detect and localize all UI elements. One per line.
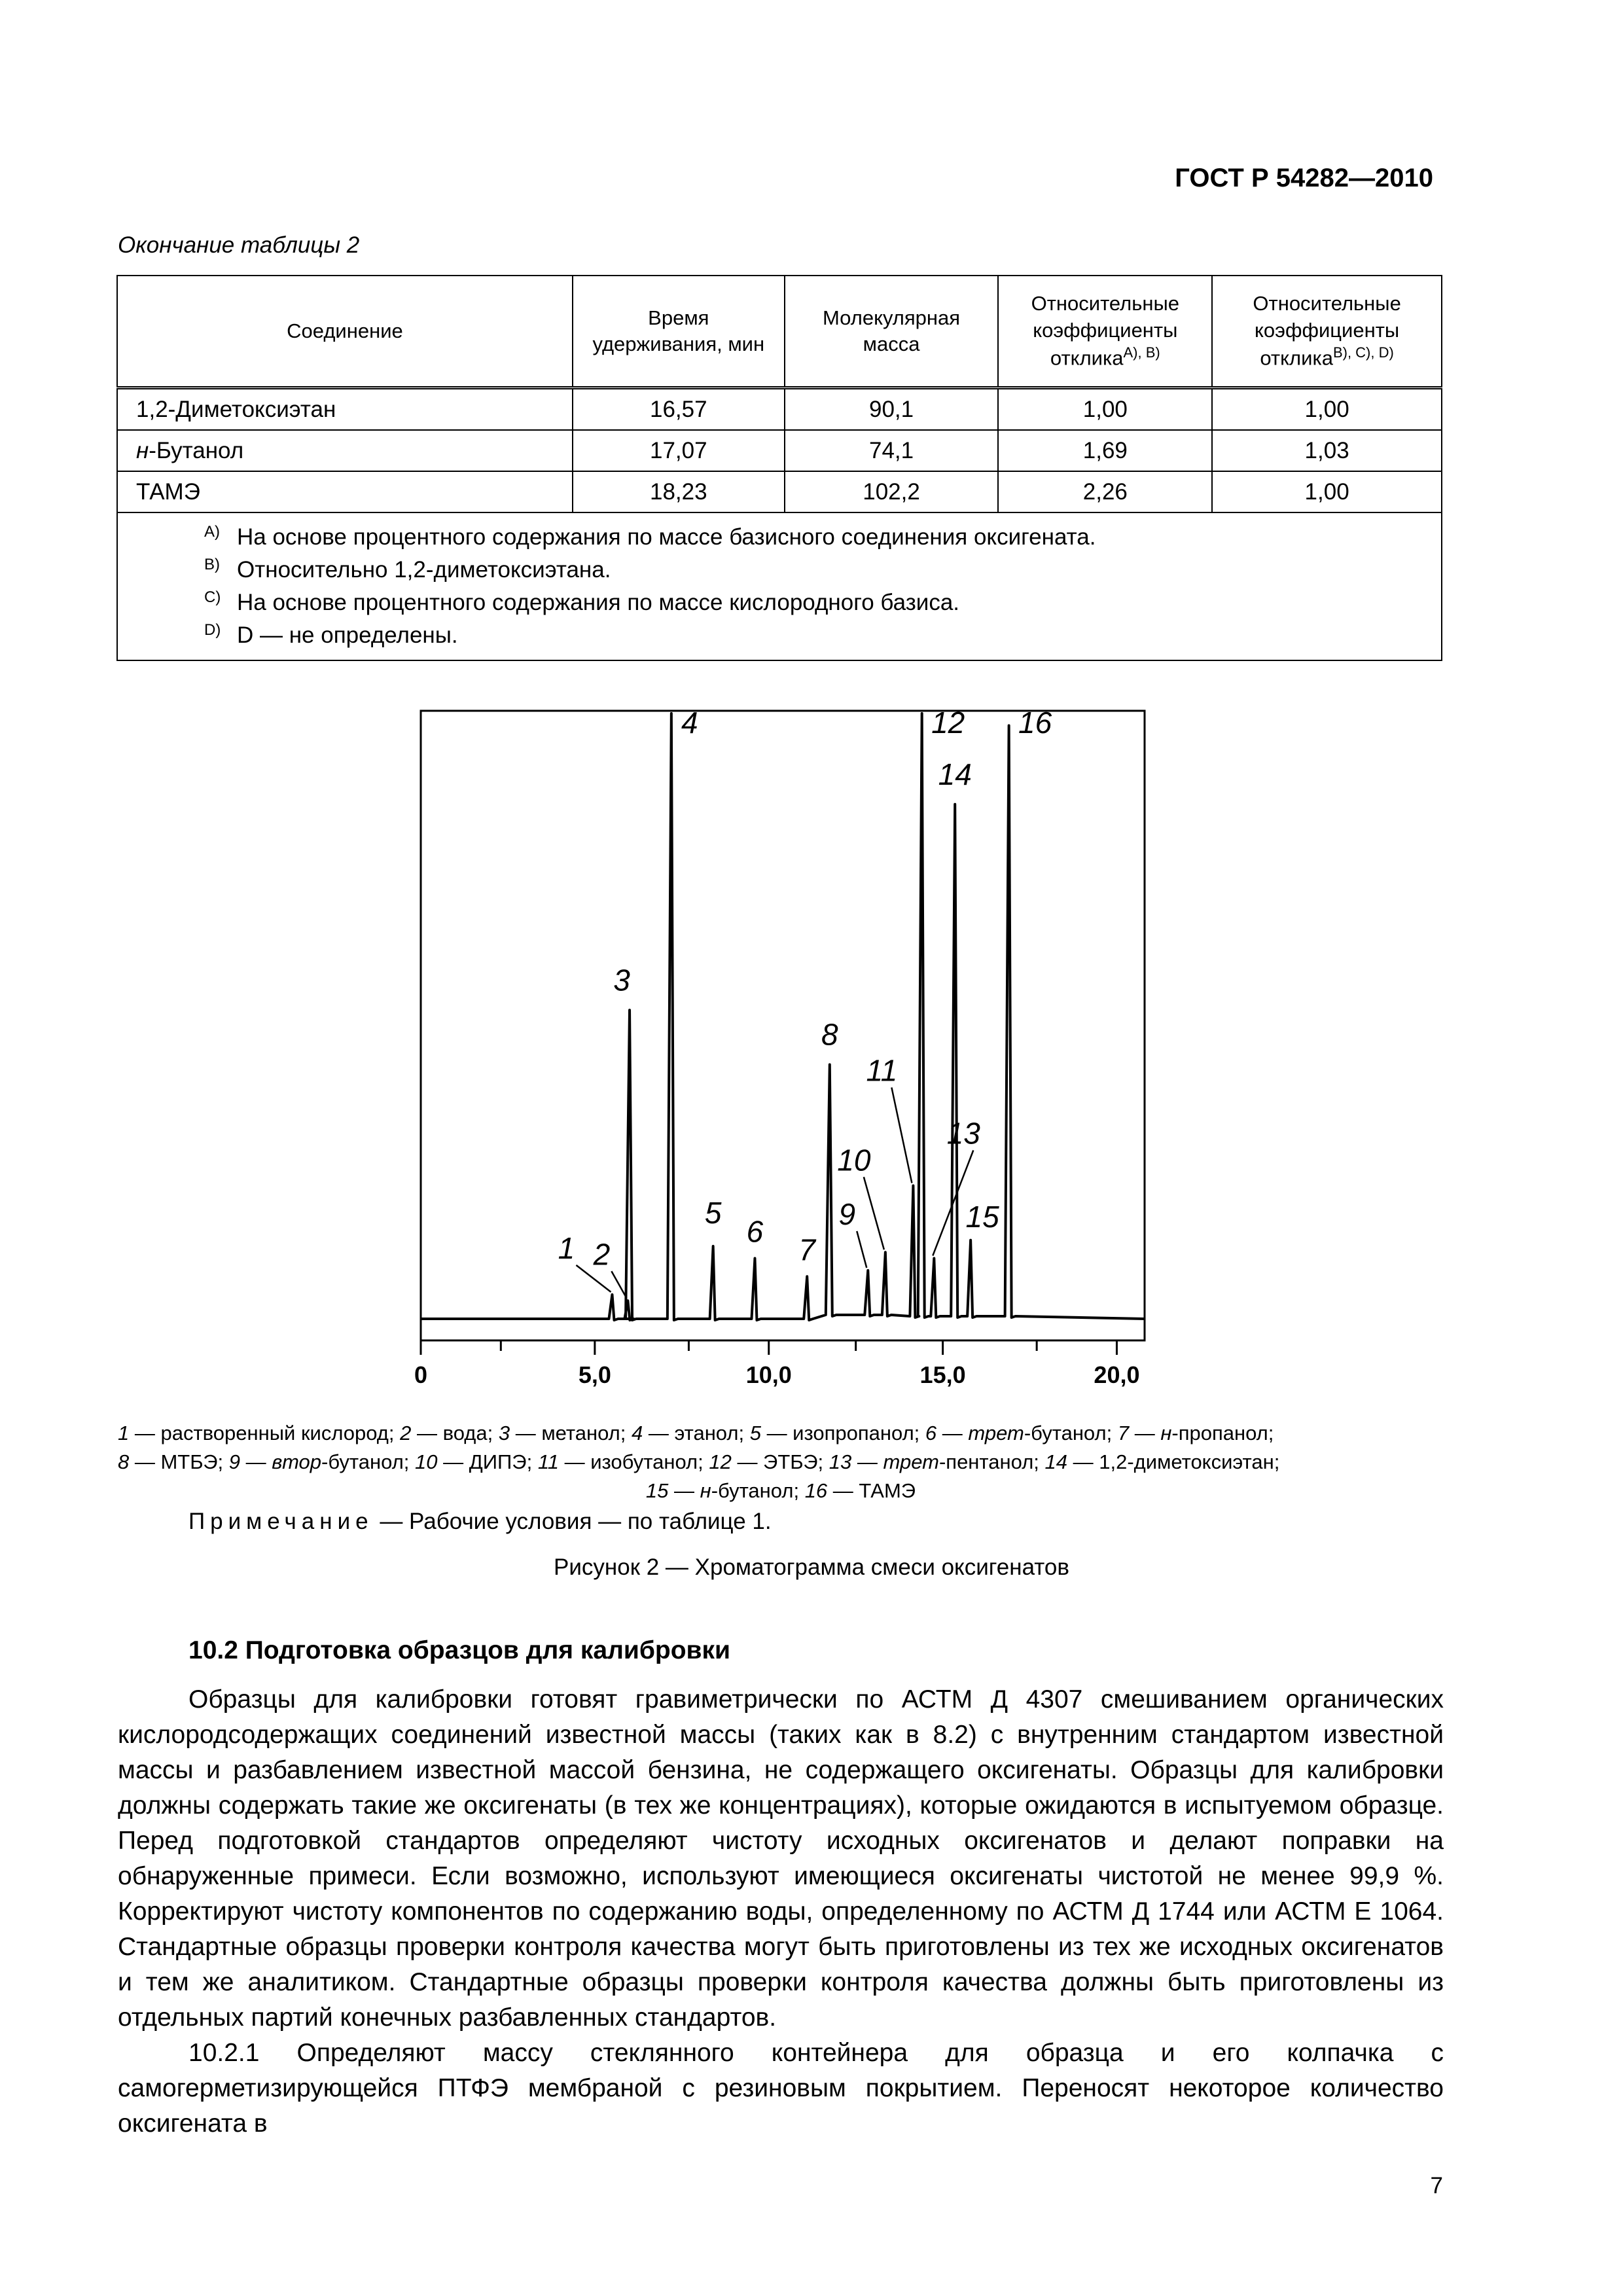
legend-entry: 11 — изобутанол;	[537, 1450, 704, 1473]
peak-label: 5	[704, 1196, 722, 1230]
remark-text: — Рабочие условия — по таблице 1.	[380, 1509, 772, 1534]
legend-entry: 4 — этанол;	[631, 1422, 745, 1444]
legend-entry: 7 — н-пропанол;	[1117, 1422, 1274, 1444]
table-note: D) D — не определены.	[204, 621, 458, 648]
document-code: ГОСТ Р 54282—2010	[1175, 164, 1433, 192]
x-tick-label: 5,0	[578, 1361, 611, 1388]
cell-rf2: 1,00	[1212, 388, 1442, 431]
legend-entry: 2 — вода;	[400, 1422, 493, 1444]
peak-label: 9	[838, 1197, 856, 1231]
legend-line	[118, 1419, 1444, 1448]
peak-leader-line	[611, 1271, 626, 1298]
legend-entry: 10 — ДИПЭ;	[415, 1450, 533, 1473]
peak-label: 4	[681, 706, 698, 740]
table-notes	[117, 512, 1442, 660]
table-row	[117, 471, 1442, 512]
peak-label: 3	[613, 963, 630, 997]
peak-label: 15	[965, 1199, 999, 1234]
legend-entry: 6 — трет-бутанол;	[925, 1422, 1113, 1444]
x-tick-label: 10,0	[745, 1361, 792, 1388]
chromatogram-chart	[366, 694, 1152, 1401]
peak-label: 11	[866, 1053, 898, 1088]
paragraph: 10.2.1 Определяют массу стеклянного контейнера для образца и его колпачка с самогерметизирующейся ПТФЭ мембраной с резиновым покрытием. Переносят некоторое количество оксигената в	[118, 2039, 1444, 2138]
paragraph: Образцы для калибровки готовят гравиметрически по АСТМ Д 4307 смешиванием органических кислородсодержащих соединений известной массы (таких как в 8.2) с внутренним стандартом известной массы и разбавлением известной массой бензина, не содержащего оксигенаты. Образцы для калибровки должны содержать такие же оксигенаты (в тех же концентрациях), которые ожидаются в испытуемом образце. Перед подготовкой стандартов определяют чистоту исходных оксигенатов и делают поправки на обнаруженные примеси. Если возможно, используют имеющиеся оксигенаты чистотой не менее 99,9 %. Корректируют чистоту компонентов по содержанию воды, определенному по АСТМ Д 1744 или АСТМ Е 1064. Стандартные образцы проверки контроля качества могут быть приготовлены из тех же исходных оксигенатов и тем же аналитиком. Стандартные образцы проверки контроля качества должны быть приготовлены из отдельных партий конечных разбавленных стандартов.	[118, 1685, 1444, 2032]
cell-compound: н-Бутанол	[117, 430, 573, 471]
header-compound: Соединение	[117, 276, 573, 388]
peak-leader-line	[864, 1177, 884, 1249]
table-header-row	[117, 276, 1442, 388]
peak-leader-line	[891, 1088, 912, 1183]
legend-entry: 8 — МТБЭ;	[118, 1450, 224, 1473]
legend-entry: 3 — метанол;	[498, 1422, 626, 1444]
peak-leader-line	[857, 1231, 866, 1268]
peak-label: 12	[931, 706, 965, 740]
remark-label: Примечание	[188, 1509, 374, 1534]
peak-label: 6	[746, 1214, 764, 1249]
peak-label: 8	[821, 1017, 838, 1052]
figure-caption: Рисунок 2 — Хроматограмма смеси оксигенатов	[554, 1554, 1069, 1580]
table-note: С) На основе процентного содержания по массе кислородного базиса.	[204, 588, 960, 615]
section-heading: 10.2 Подготовка образцов для калибровки	[188, 1636, 731, 1664]
page-number: 7	[1430, 2173, 1443, 2198]
peak-label: 10	[837, 1143, 871, 1177]
table-row	[117, 388, 1442, 431]
header-response-factor-1: Относительные коэффициенты отклика$^{А), В)}$	[998, 276, 1212, 388]
cell-compound: 1,2-Диметоксиэтан	[117, 388, 573, 431]
peak-label: 13	[946, 1116, 980, 1151]
table-row	[117, 430, 1442, 471]
table-2	[116, 275, 1442, 661]
x-tick-label: 15,0	[919, 1361, 966, 1388]
header-response-factor-2: Относительные коэффициенты отклика$^{В), С), D)}$	[1212, 276, 1442, 388]
chromatogram-signal	[421, 713, 1145, 1320]
table-note: А) На основе процентного содержания по массе базисного соединения оксигената.	[204, 523, 1096, 550]
peak-label: 2	[593, 1237, 611, 1272]
peak-label: 1	[558, 1231, 575, 1265]
cell-rf2: 1,00	[1212, 471, 1442, 512]
table-continuation-label: Окончание таблицы 2	[118, 232, 360, 258]
cell-rf2: 1,03	[1212, 430, 1442, 471]
legend-entry: 14 — 1,2-диметоксиэтан;	[1044, 1450, 1280, 1473]
figure-remark	[188, 1509, 772, 1535]
header-retention-time: Время удерживания, мин	[573, 276, 785, 388]
cell-rf1: 2,26	[998, 471, 1212, 512]
legend-line	[118, 1477, 1444, 1505]
legend-entry: 1 — растворенный кислород;	[118, 1422, 395, 1444]
table-note: В) Относительно 1,2-диметоксиэтана.	[204, 556, 611, 583]
plot-frame	[421, 711, 1145, 1340]
x-tick-label: 20,0	[1094, 1361, 1140, 1388]
legend-line	[118, 1448, 1444, 1477]
legend-entry: 9 — втор-бутанол;	[228, 1450, 410, 1473]
table-notes-row	[117, 512, 1442, 660]
legend-entry: 13 — трет-пентанол;	[829, 1450, 1039, 1473]
cell-time: 16,57	[573, 388, 785, 431]
cell-mass: 102,2	[785, 471, 999, 512]
cell-compound: ТАМЭ	[117, 471, 573, 512]
cell-rf1: 1,69	[998, 430, 1212, 471]
x-tick-label: 0	[414, 1361, 428, 1388]
cell-mass: 74,1	[785, 430, 999, 471]
header-molecular-mass: Молекулярная масса	[785, 276, 999, 388]
legend-entry: 15 — н-бутанол;	[645, 1479, 800, 1502]
legend-entry: 5 — изопропанол;	[749, 1422, 920, 1444]
peak-label: 16	[1018, 706, 1052, 740]
figure-legend	[118, 1419, 1444, 1505]
cell-rf1: 1,00	[998, 388, 1212, 431]
peak-label: 7	[798, 1232, 816, 1267]
cell-mass: 90,1	[785, 388, 999, 431]
body-text	[118, 1682, 1444, 2142]
legend-entry: 12 — ЭТБЭ;	[709, 1450, 824, 1473]
cell-time: 18,23	[573, 471, 785, 512]
legend-entry: 16 — ТАМЭ	[804, 1479, 916, 1502]
cell-time: 17,07	[573, 430, 785, 471]
peak-label: 14	[938, 757, 972, 791]
